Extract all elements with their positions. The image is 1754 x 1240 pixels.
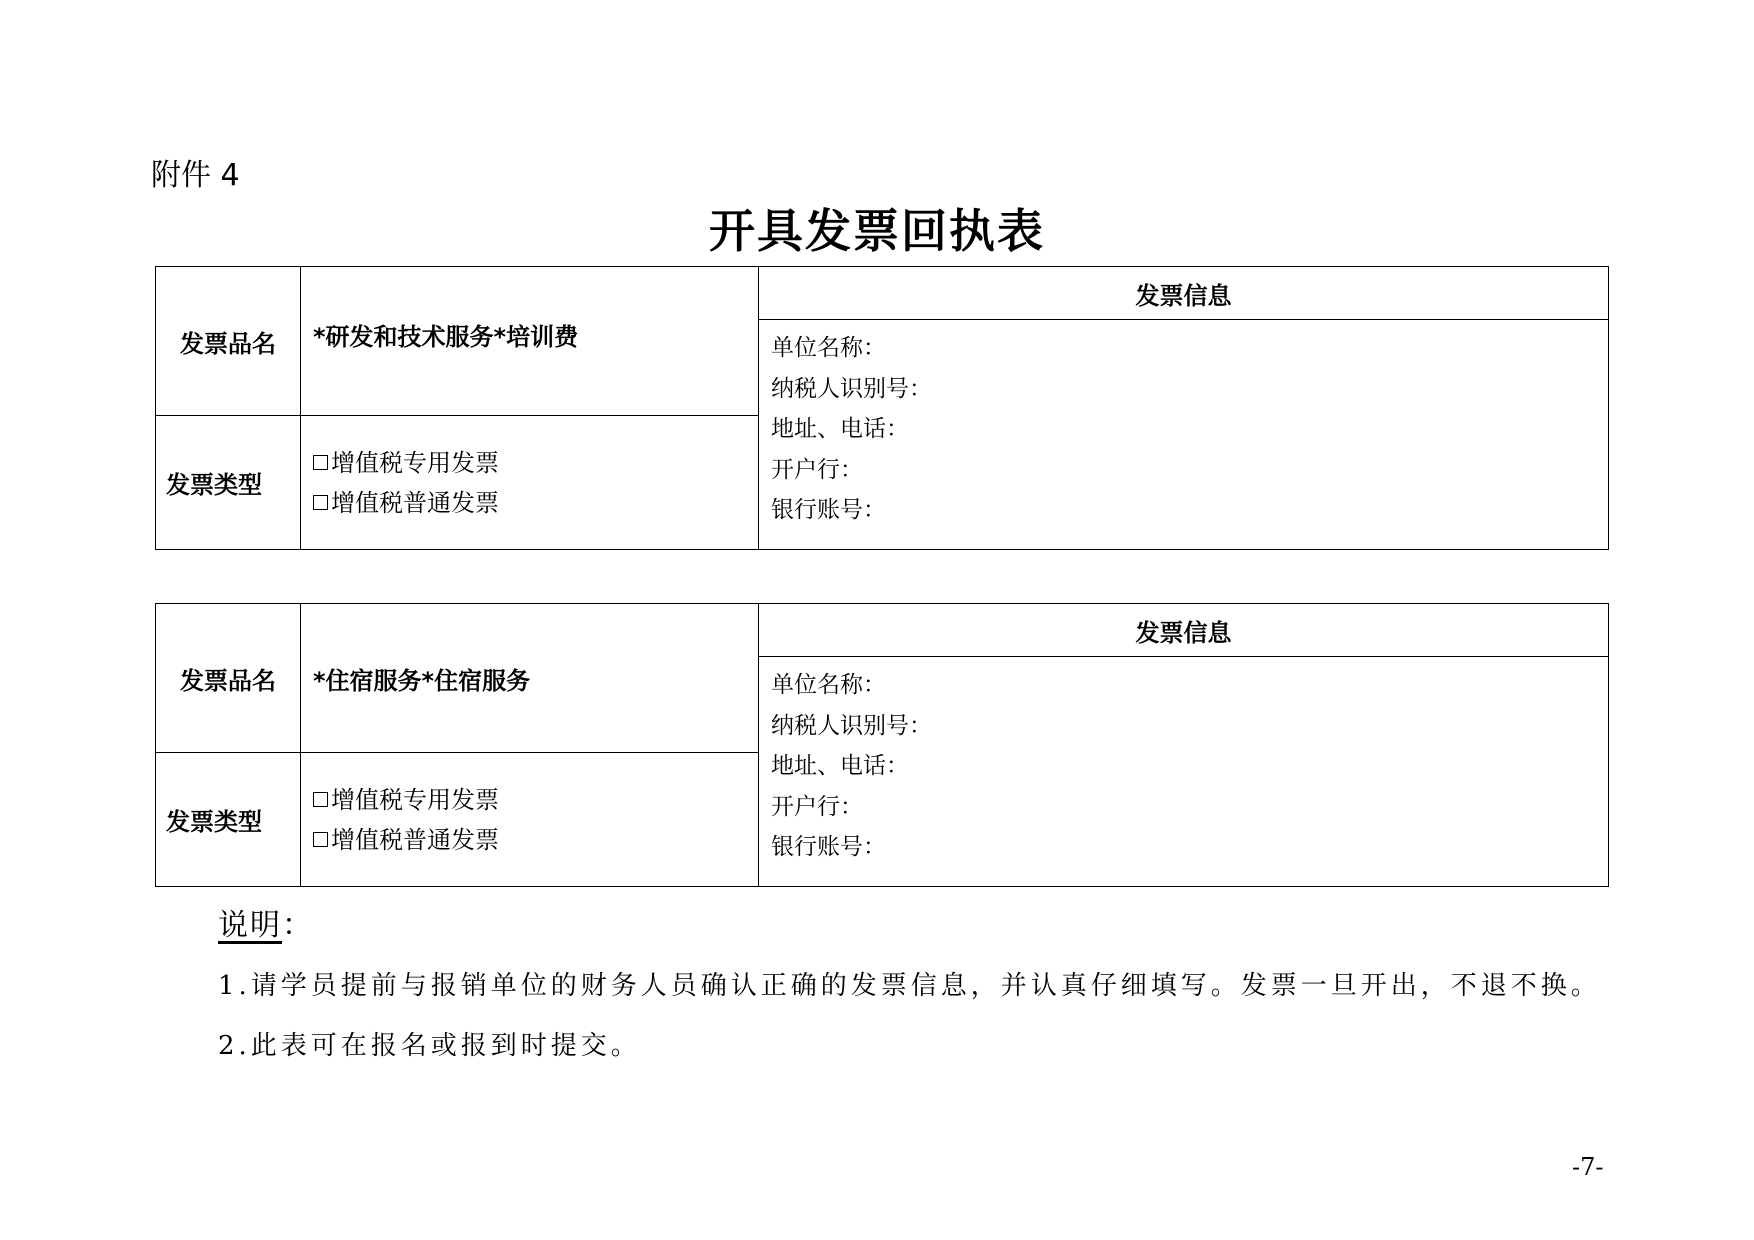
normal-vat-option[interactable] (313, 483, 758, 523)
notes-section (218, 900, 1601, 1076)
taxpayer-id-field[interactable]: 纳税人识别号： (771, 375, 932, 402)
notes-title (218, 900, 1601, 944)
page-number: -7- (1572, 1153, 1604, 1181)
option-label: 增值税普通发票 (331, 488, 499, 517)
product-name: *住宿服务*住宿服务 (301, 604, 759, 753)
bank-name-field[interactable]: 开户行： (771, 456, 863, 483)
invoice-type-label: 发票类型 (156, 753, 301, 887)
bank-name-field[interactable]: 开户行： (771, 793, 863, 820)
invoice-type-label: 发票类型 (156, 416, 301, 550)
note-item: 2.此表可在报名或报到时提交。 (218, 1031, 641, 1061)
note-item: 1.请学员提前与报销单位的财务人员确认正确的发票信息，并认真仔细填写。发票一旦开出，不退不换。 (218, 971, 1601, 1001)
address-phone-field[interactable]: 地址、电话： (771, 416, 909, 442)
checkbox-icon[interactable] (313, 832, 328, 847)
invoice-type-options (301, 416, 759, 550)
invoice-info-header: 发票信息 (759, 267, 1609, 320)
bank-account-field[interactable]: 银行账号： (771, 497, 886, 523)
invoice-name-label: 发票品名 (156, 604, 301, 753)
bank-account-field[interactable]: 银行账号： (771, 834, 886, 860)
checkbox-icon[interactable] (313, 792, 328, 807)
notes-title-colon: ： (282, 908, 314, 943)
address-phone-field[interactable]: 地址、电话： (771, 753, 909, 779)
checkbox-icon[interactable] (313, 455, 328, 470)
invoice-form-2 (155, 603, 1609, 887)
attachment-label: 附件 4 (151, 158, 240, 193)
option-label: 增值税普通发票 (331, 825, 499, 854)
product-name: *研发和技术服务*培训费 (301, 267, 759, 416)
checkbox-icon[interactable] (313, 495, 328, 510)
invoice-info-header: 发票信息 (759, 604, 1609, 657)
invoice-form-1 (155, 266, 1609, 550)
option-label: 增值税专用发票 (331, 448, 499, 477)
invoice-name-label: 发票品名 (156, 267, 301, 416)
normal-vat-option[interactable] (313, 820, 758, 860)
option-label: 增值税专用发票 (331, 785, 499, 814)
taxpayer-id-field[interactable]: 纳税人识别号： (771, 712, 932, 739)
invoice-info-fields (759, 320, 1609, 550)
invoice-info-fields (759, 657, 1609, 887)
special-vat-option[interactable] (313, 780, 758, 820)
document-title: 开具发票回执表 (709, 204, 1045, 258)
notes-title-text: 说明 (218, 908, 282, 943)
company-name-field[interactable]: 单位名称： (771, 335, 886, 361)
invoice-type-options (301, 753, 759, 887)
company-name-field[interactable]: 单位名称： (771, 672, 886, 698)
special-vat-option[interactable] (313, 443, 758, 483)
